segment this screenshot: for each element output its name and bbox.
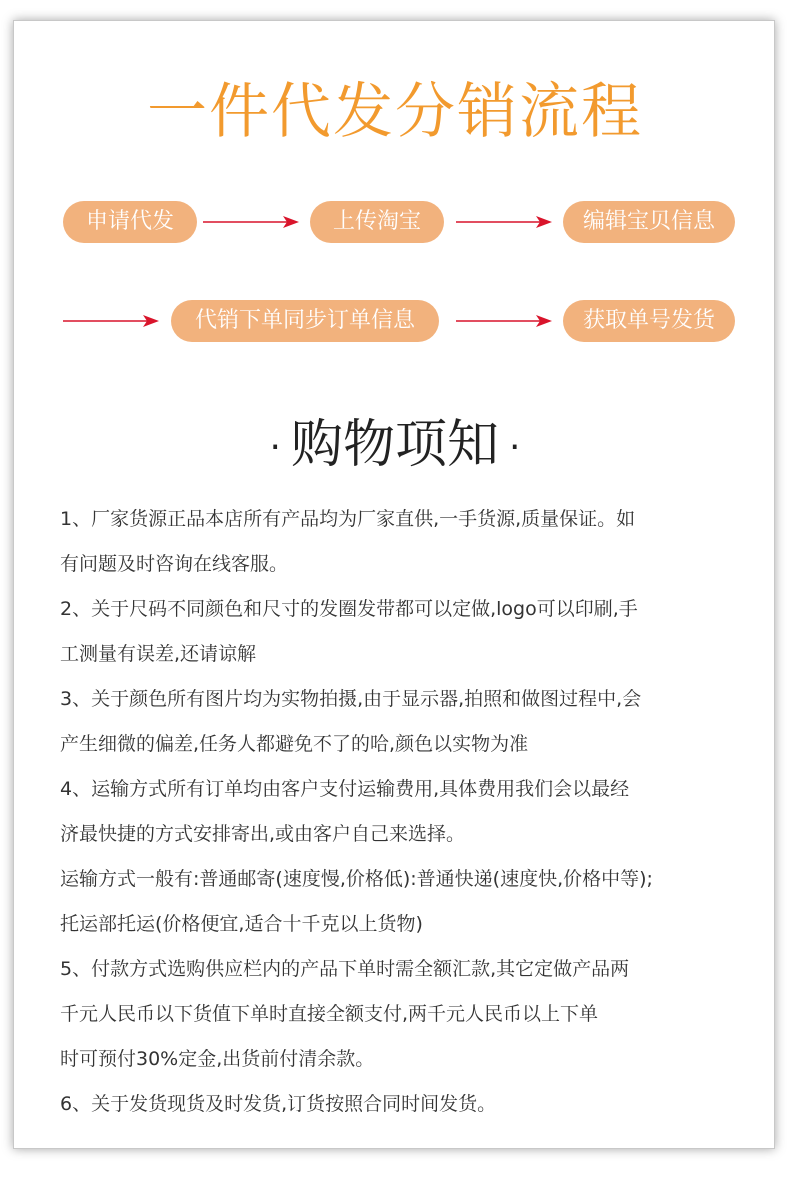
flow-arrow-2 [456, 215, 552, 229]
notice-line: 运输方式一般有:普通邮寄(速度慢,价格低):普通快递(速度快,价格中等); [60, 868, 653, 890]
notice-line: 3、关于颜色所有图片均为实物拍摄,由于显示器,拍照和做图过程中,会 [60, 688, 642, 710]
flow-arrow-1 [203, 215, 299, 229]
notice-heading-text: 购物项知 [290, 415, 499, 475]
notice-line: 6、关于发货现货及时发货,订货按照合同时间发货。 [60, 1093, 497, 1115]
flow-arrow-4 [456, 314, 552, 328]
notice-line: 时可预付30%定金,出货前付清余款。 [60, 1048, 375, 1070]
notice-line: 有问题及时咨询在线客服。 [60, 553, 289, 575]
notice-line: 工测量有误差,还请谅解 [60, 643, 257, 665]
flow-step-ship: 获取单号发货 [563, 300, 735, 342]
notice-line: 产生细微的偏差,任务人都避免不了的哈,颜色以实物为准 [60, 733, 529, 755]
flow-step-edit: 编辑宝贝信息 [563, 201, 735, 243]
notice-line: 千元人民币以下货值下单时直接全额支付,两千元人民币以上下单 [60, 1003, 599, 1025]
heading-dot-left: · [269, 427, 281, 468]
heading-dot-right: · [509, 427, 521, 468]
flow-arrow-3 [63, 314, 159, 328]
notice-line: 4、运输方式所有订单均由客户支付运输费用,具体费用我们会以最经 [60, 778, 630, 800]
notice-line: 5、付款方式选购供应栏内的产品下单时需全额汇款,其它定做产品两 [60, 958, 630, 980]
flow-step-upload: 上传淘宝 [310, 201, 444, 243]
notice-heading [0, 410, 790, 483]
notice-line: 托运部托运(价格便宜,适合十千克以上货物) [60, 913, 423, 935]
notice-line: 济最快捷的方式安排寄出,或由客户自己来选择。 [60, 823, 466, 845]
page-title: 一件代发分销流程 [147, 77, 643, 147]
notice-line: 1、厂家货源正品本店所有产品均为厂家直供,一手货源,质量保证。如 [60, 508, 636, 530]
notice-list [60, 497, 750, 1127]
flow-step-apply: 申请代发 [63, 201, 197, 243]
notice-line: 2、关于尺码不同颜色和尺寸的发圈发带都可以定做,logo可以印刷,手 [60, 598, 638, 620]
flow-step-order-sync: 代销下单同步订单信息 [171, 300, 439, 342]
